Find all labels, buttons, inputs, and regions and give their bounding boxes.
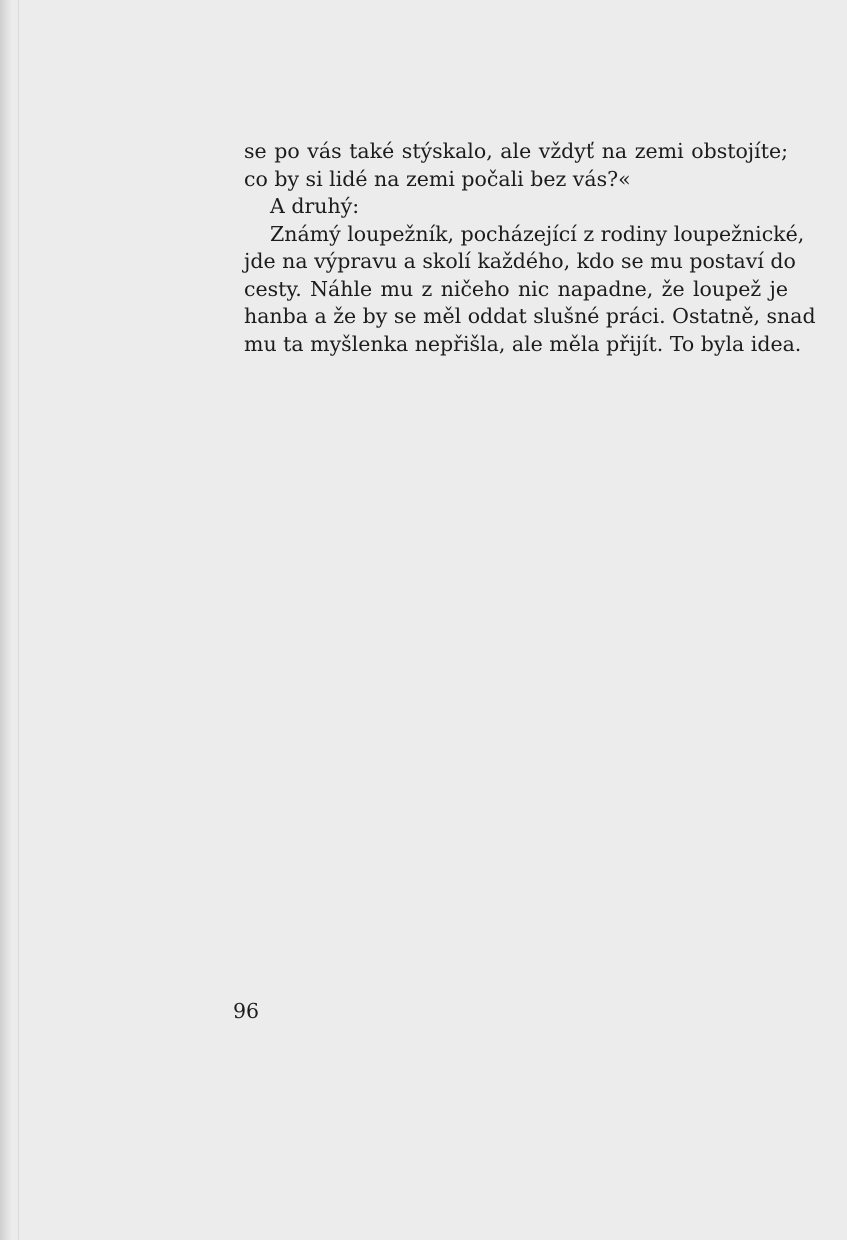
- page-number: 96: [233, 999, 260, 1023]
- body-text: [244, 138, 816, 358]
- text-line: co by si lidé na zemi počali bez vás?«: [244, 166, 631, 191]
- text-line: se po vás také stýskalo, ale vždyť na zemi obstojíte;: [244, 139, 788, 163]
- text-line: jde na výpravu a skolí každého, kdo se mu postaví do: [244, 249, 796, 273]
- text-line: mu ta myšlenka nepřišla, ale měla přijít. To byla idea.: [244, 331, 802, 356]
- text-line: A druhý:: [270, 194, 360, 218]
- text-line: hanba a že by se měl oddat slušné práci. Ostatně, snad: [244, 304, 816, 328]
- text-line: Známý loupežník, pocházející z rodiny loupežnické,: [270, 221, 805, 246]
- text-line: cesty. Náhle mu z ničeho nic napadne, že loupež je: [244, 276, 788, 301]
